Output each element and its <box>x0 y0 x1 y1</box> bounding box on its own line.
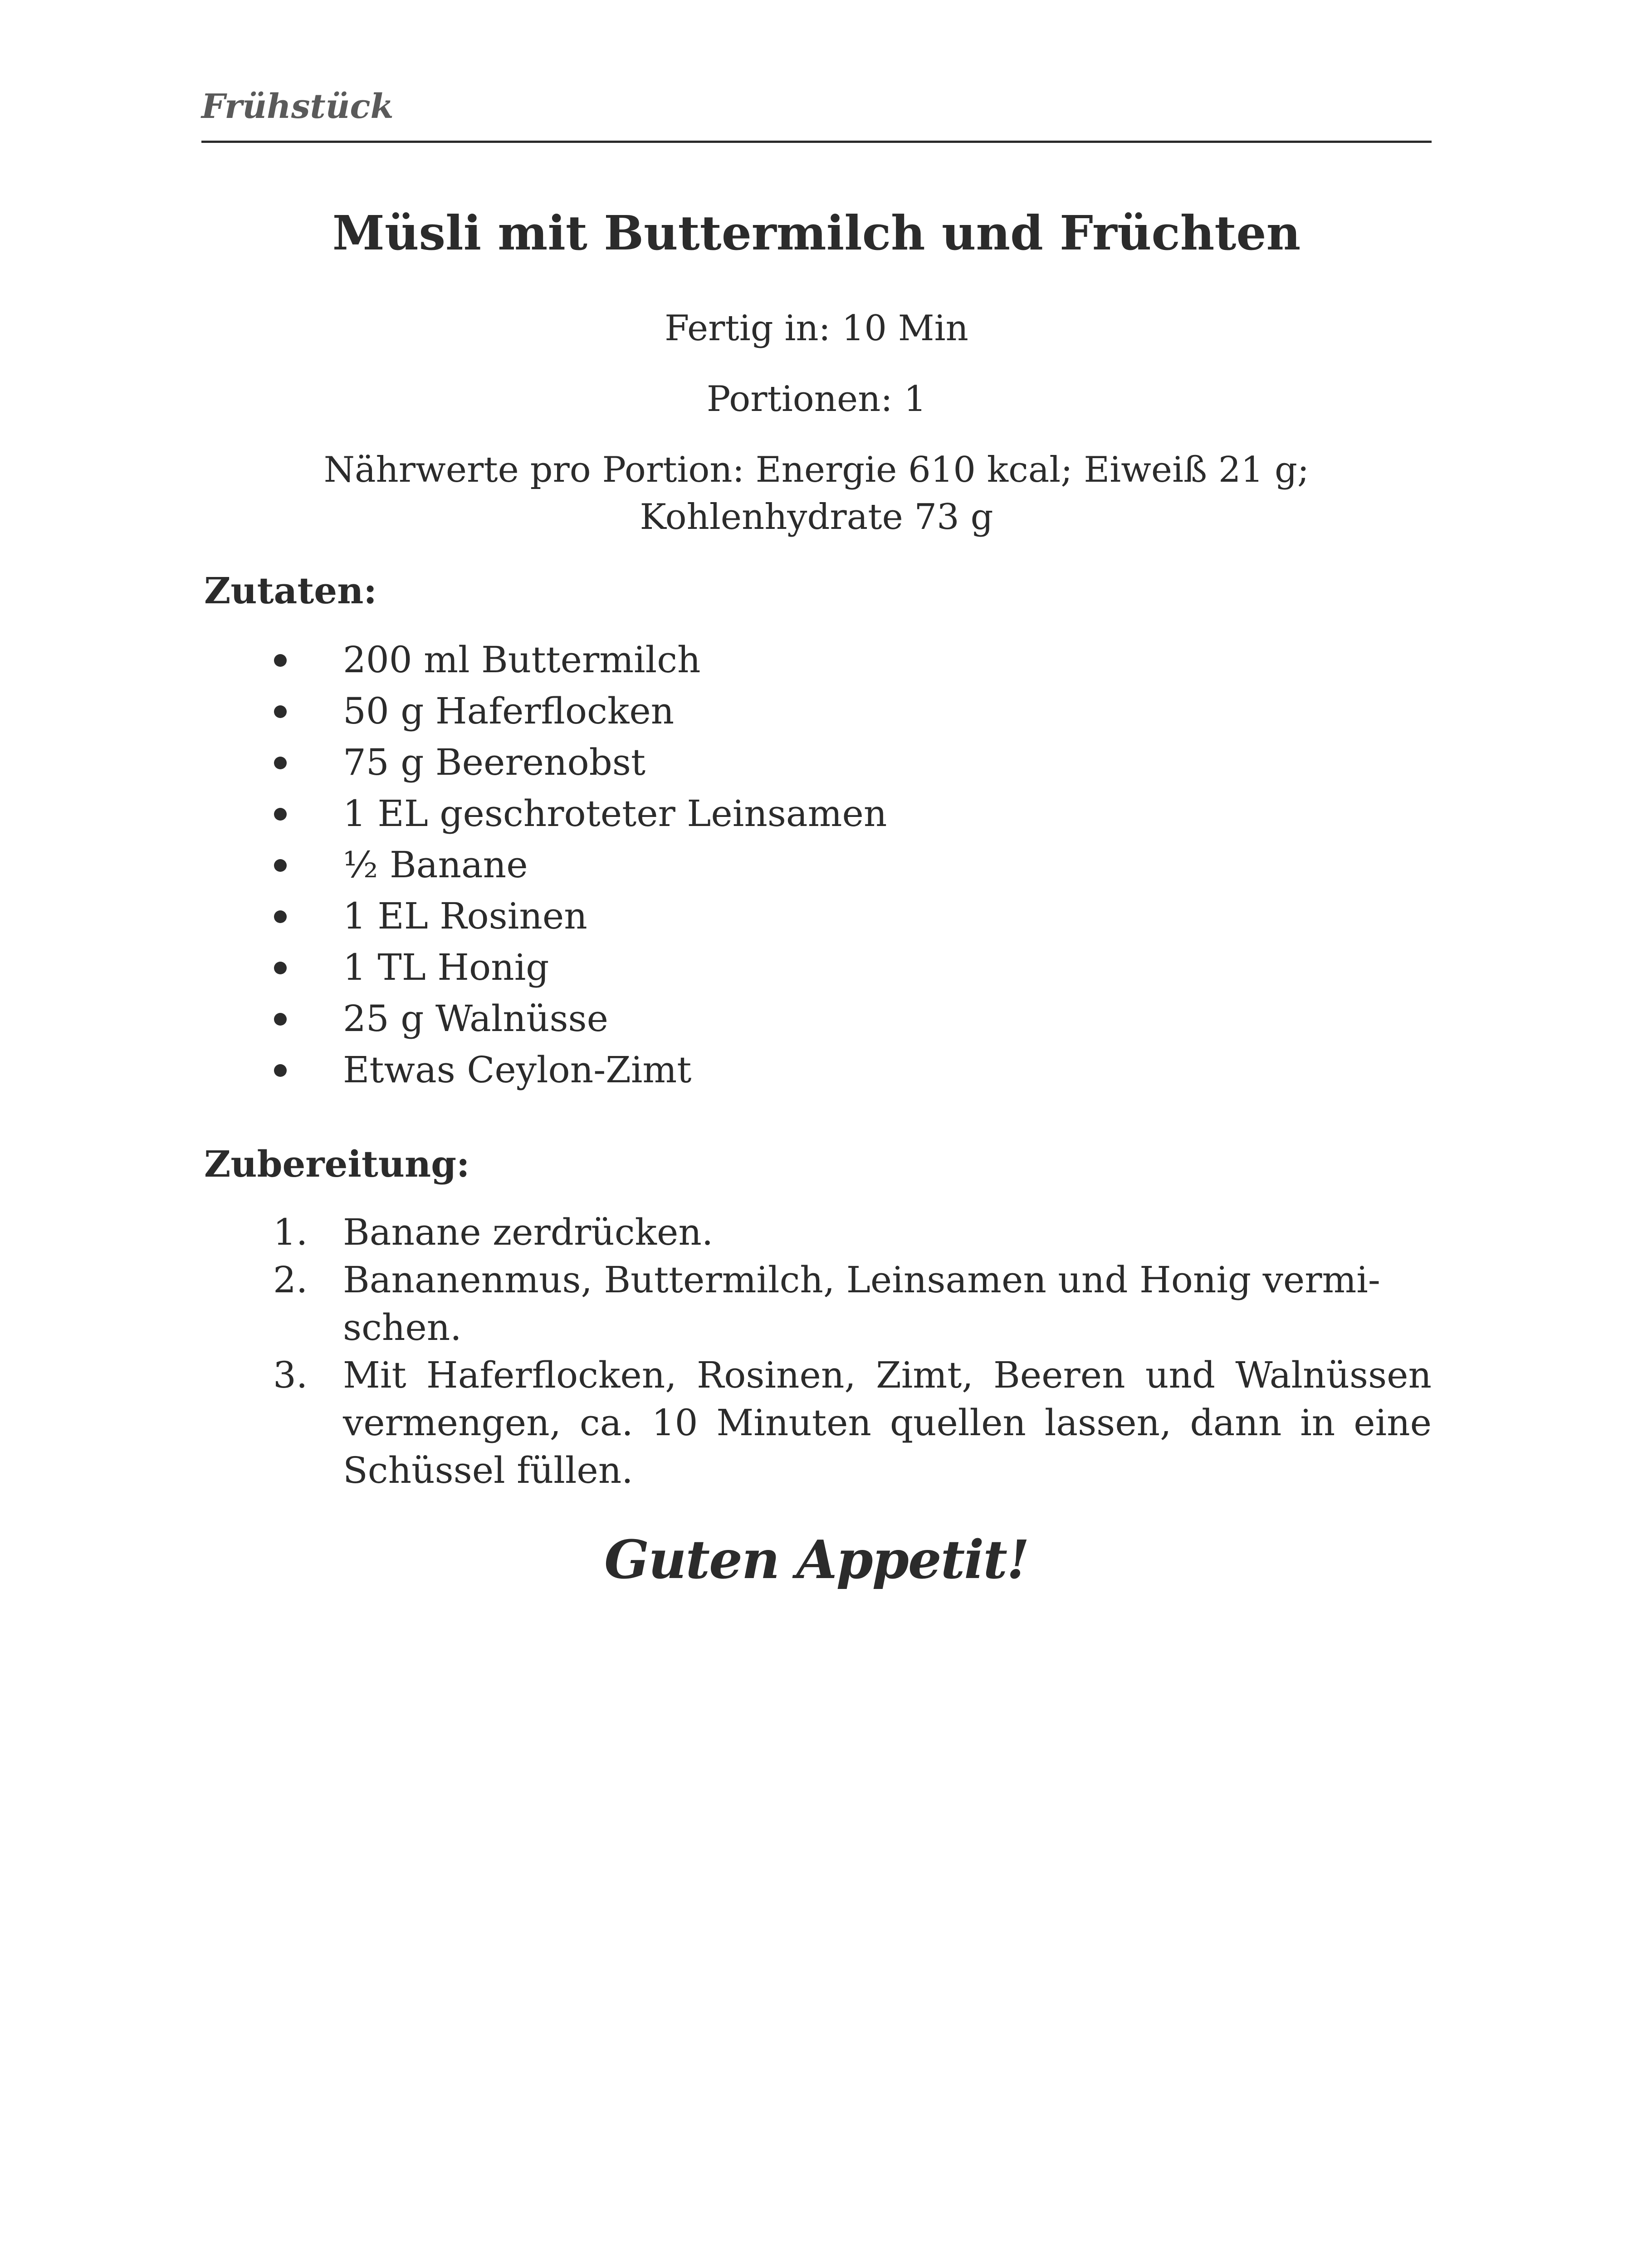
ingredients-heading: Zutaten: <box>204 569 377 612</box>
ingredient-item <box>201 737 887 788</box>
nutrition-info <box>201 446 1432 541</box>
bullet-icon <box>274 962 287 974</box>
nutrition-line-1: Nährwerte pro Portion: Energie 610 kcal; Eiweiß 21 g; <box>323 450 1310 490</box>
bullet-icon <box>274 808 287 821</box>
running-header-section: Frühstück <box>201 87 394 126</box>
step-item <box>201 1351 1432 1494</box>
ingredients-list <box>201 634 887 1095</box>
bullet-icon <box>274 859 287 872</box>
preparation-steps <box>201 1208 1432 1494</box>
ingredient-item <box>201 685 887 737</box>
step-text: Bananenmus, Buttermilch, Leinsamen und Honig vermi- schen. <box>343 1259 1380 1349</box>
ingredient-item <box>201 839 887 890</box>
step-number: 3. <box>273 1354 308 1396</box>
ingredient-item <box>201 1044 887 1095</box>
ingredient-item <box>201 890 887 942</box>
bullet-icon <box>274 1064 287 1077</box>
ingredient-text: 50 g Haferflocken <box>343 690 675 732</box>
ingredient-text: ½ Banane <box>343 844 528 886</box>
ingredient-item <box>201 634 887 685</box>
bullet-icon <box>274 910 287 923</box>
bullet-icon <box>274 705 287 718</box>
ingredient-text: 1 TL Honig <box>343 946 549 988</box>
ingredient-text: Etwas Ceylon-Zimt <box>343 1049 692 1091</box>
step-number: 1. <box>273 1211 308 1253</box>
step-item <box>201 1256 1432 1351</box>
step-number: 2. <box>273 1259 308 1301</box>
ingredient-item <box>201 788 887 839</box>
step-text: Banane zerdrücken. <box>343 1211 714 1253</box>
bullet-icon <box>274 1013 287 1026</box>
ingredient-text: 75 g Beerenobst <box>343 741 646 783</box>
preparation-heading: Zubereitung: <box>204 1143 470 1185</box>
recipe-title: Müsli mit Buttermilch und Früchten <box>332 205 1301 261</box>
ingredient-item <box>201 942 887 993</box>
ready-in-time: Fertig in: 10 Min <box>665 308 968 349</box>
step-text: Mit Haferflocken, Rosinen, Zimt, Beeren und Walnüssen vermengen, ca. 10 Minuten quellen lassen, dann in eine Schüssel füllen. <box>343 1354 1432 1491</box>
ingredient-text: 200 ml Buttermilch <box>343 639 701 681</box>
nutrition-line-2: Kohlenhydrate 73 g <box>640 497 993 538</box>
header-rule <box>201 141 1432 143</box>
servings: Portionen: 1 <box>706 379 927 420</box>
bullet-icon <box>274 757 287 769</box>
ingredient-text: 1 EL Rosinen <box>343 895 587 937</box>
ingredient-text: 25 g Walnüsse <box>343 997 608 1040</box>
closing-greeting: Guten Appetit! <box>604 1529 1029 1591</box>
ingredient-text: 1 EL geschroteter Leinsamen <box>343 792 887 835</box>
ingredient-item <box>201 993 887 1044</box>
step-item <box>201 1208 1432 1256</box>
bullet-icon <box>274 654 287 667</box>
